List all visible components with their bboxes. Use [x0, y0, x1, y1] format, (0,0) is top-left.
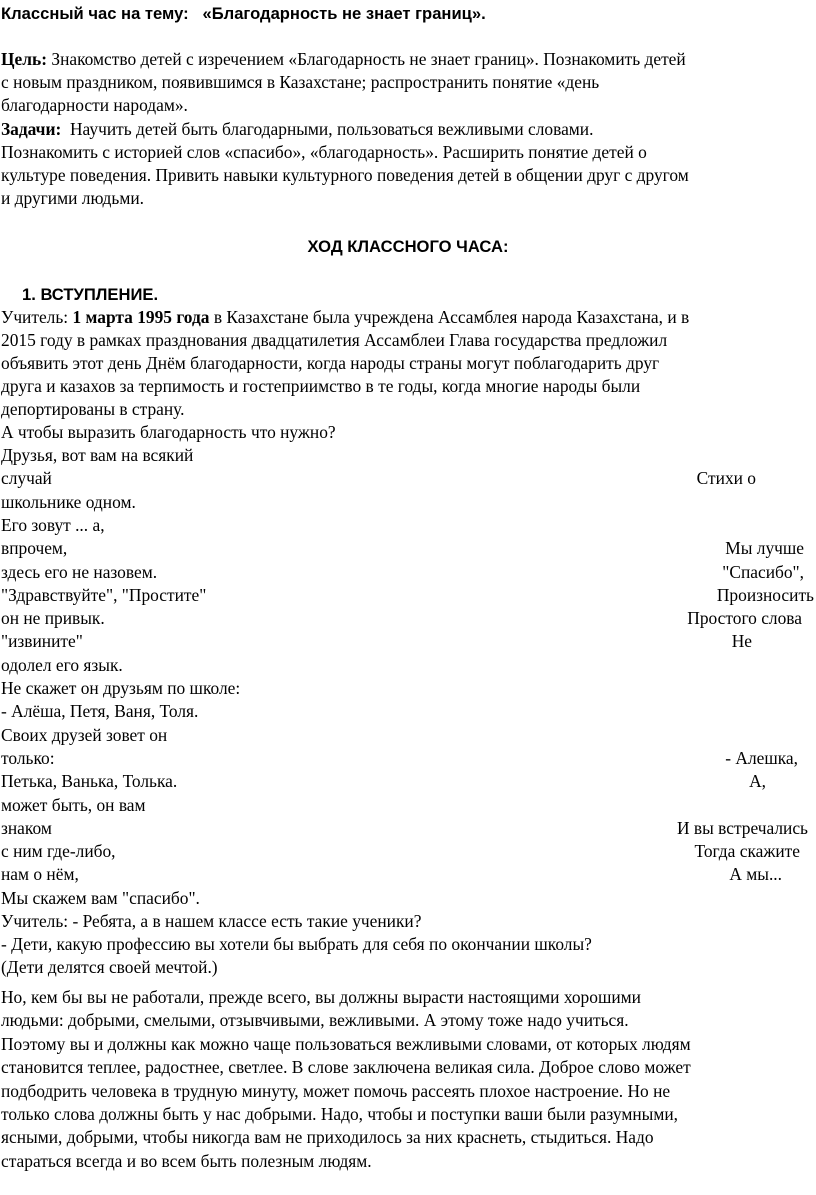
intro-line-3: объявить этот день Днём благодарности, когда народы страны могут поблагодарить друг — [1, 353, 660, 373]
poem-line-left: знаком — [1, 817, 52, 838]
poem-line-left: школьнике одном. — [1, 491, 136, 512]
intro-line-1-rest: в Казахстане была учреждена Ассамблея народа Казахстана, и в — [213, 307, 690, 327]
poem-line — [1, 747, 814, 770]
header-line — [1, 2, 814, 25]
poem-line — [1, 817, 814, 840]
poem-line-left: Его зовут ... а, — [1, 514, 105, 535]
closing-line: стараться всегда и во всем быть полезным людям. — [1, 1150, 372, 1171]
goal-line-3: благодарности народам». — [1, 95, 188, 115]
poem-line-right: А, — [749, 771, 766, 792]
goal-line-1 — [1, 48, 814, 71]
header-label: Классный час на тему: — [1, 4, 189, 23]
intro-date: 1 марта 1995 года — [72, 307, 210, 327]
closing-line: только слова должны быть у нас добрыми. Надо, чтобы и поступки ваши были разумными, — [1, 1104, 679, 1124]
poem-line — [1, 514, 814, 537]
poem-line — [1, 770, 814, 793]
poem-line — [1, 700, 814, 723]
poem-line — [1, 561, 814, 584]
poem-line-left: нам о нём, — [1, 864, 79, 885]
intro-line-5: депортированы в страну. — [1, 399, 185, 419]
poem-line-left: Не скажет он друзьям по школе: — [1, 678, 241, 698]
poem-line-left: одолел его язык. — [1, 654, 123, 675]
poem-line-left: он не привык. — [1, 608, 105, 629]
poem-line-left: Мы скажем вам "спасибо". — [1, 887, 200, 908]
dialog-line-1: Учитель: - Ребята, а в нашем классе есть такие ученики? — [1, 911, 422, 931]
poem-line-right: Не — [731, 631, 752, 652]
poem-line-right: "Спасибо", — [722, 561, 804, 582]
closing-line: подбодрить человека в трудную минуту, может помочь рассеять плохое настроение. Но не — [1, 1080, 671, 1101]
poem-line-left: может быть, он вам — [1, 794, 146, 815]
closing-line: Но, кем бы вы не работали, прежде всего, вы должны вырасти настоящими хорошими — [1, 987, 641, 1007]
poem-line-left: впрочем, — [1, 538, 68, 559]
closing-line: становится теплее, радостнее, светлее. В слове заключена великая сила. Доброе слово может — [1, 1057, 691, 1078]
poem-line-left: только: — [1, 747, 55, 768]
poem-line — [1, 863, 814, 886]
intro-line-2: 2015 году в рамках празднования двадцатилетия Ассамблеи Глава государства предложил — [1, 330, 668, 350]
poem-line-right: Мы лучше — [725, 538, 804, 559]
poem-line — [1, 444, 814, 467]
tasks-label: Задачи: — [1, 119, 62, 139]
poem-line — [1, 467, 814, 490]
poem-line-right: Стихи о — [696, 468, 756, 489]
tasks-line-4: и другими людьми. — [1, 188, 144, 208]
poem-line — [1, 537, 814, 560]
poem-line — [1, 630, 814, 653]
poem-line — [1, 840, 814, 863]
intro-question: А чтобы выразить благодарность что нужно? — [1, 422, 336, 442]
poem-line-left: "Здравствуйте", "Простите" — [1, 584, 207, 605]
goal-line-2: с новым праздником, появившимся в Казахстане; распространить понятие «день — [1, 72, 600, 92]
dialog-line-2: - Дети, какую профессию вы хотели бы выбрать для себя по окончании школы? — [1, 934, 592, 954]
poem-line-right: Тогда скажите — [694, 841, 800, 862]
closing-line: Поэтому вы и должны как можно чаще пользоваться вежливыми словами, от которых людям — [1, 1033, 691, 1054]
poem-line-right: Произносить — [716, 584, 814, 605]
poem-line-left: случай — [1, 468, 52, 489]
poem-line-left: Петька, Ванька, Толька. — [1, 771, 178, 792]
tasks-text-1: Научить детей быть благодарными, пользоваться вежливыми словами. — [70, 119, 594, 139]
dialog-line-3: (Дети делятся своей мечтой.) — [1, 957, 218, 977]
goal-label: Цель: — [1, 49, 47, 69]
document-title: «Благодарность не знает границ». — [202, 4, 486, 23]
intro-line-1 — [1, 306, 814, 329]
intro-heading: 1. ВСТУПЛЕНИЕ. — [22, 285, 159, 304]
tasks-line-2: Познакомить с историей слов «спасибо», «благодарность». Расширить понятие детей о — [1, 142, 647, 162]
poem-line-right: Простого слова — [687, 608, 802, 629]
poem-line — [1, 794, 814, 817]
poem-line-right: И вы встречались — [676, 817, 808, 838]
poem-line-left: "извините" — [1, 631, 83, 652]
poem-line-right: А мы... — [729, 864, 782, 885]
poem-line-left: здесь его не назовем. — [1, 561, 158, 582]
tasks-line-3: культуре поведения. Привить навыки культурного поведения детей в общении друг с другом — [1, 165, 689, 185]
poem-line — [1, 654, 814, 677]
goal-text-1: Знакомство детей с изречением «Благодарность не знает границ». Познакомить детей — [51, 49, 686, 69]
intro-line-4: друга и казахов за терпимость и гостеприимство в те годы, когда многие народы были — [1, 376, 641, 396]
poem-line-left: - Алёша, Петя, Ваня, Толя. — [1, 701, 199, 722]
poem-line — [1, 724, 814, 747]
poem-line — [1, 607, 814, 630]
section-title: ХОД КЛАССНОГО ЧАСА: — [307, 237, 509, 256]
poem-line — [1, 887, 814, 910]
poem-line-left: Своих друзей зовет он — [1, 724, 168, 745]
teacher-label: Учитель: — [1, 307, 69, 327]
poem-line — [1, 491, 814, 514]
tasks-line-1 — [1, 118, 814, 141]
poem-line-left: Друзья, вот вам на всякий — [1, 445, 194, 465]
poem-line-left: с ним где-либо, — [1, 841, 116, 862]
closing-line: людьми: добрыми, смелыми, отзывчивыми, вежливыми. А этому тоже надо учиться. — [1, 1010, 629, 1031]
poem-line-right: - Алешка, — [725, 747, 798, 768]
poem-line — [1, 677, 814, 700]
closing-line: ясными, добрыми, чтобы никогда вам не приходилось за них краснеть, стыдиться. Надо — [1, 1127, 654, 1148]
poem-line — [1, 584, 814, 607]
